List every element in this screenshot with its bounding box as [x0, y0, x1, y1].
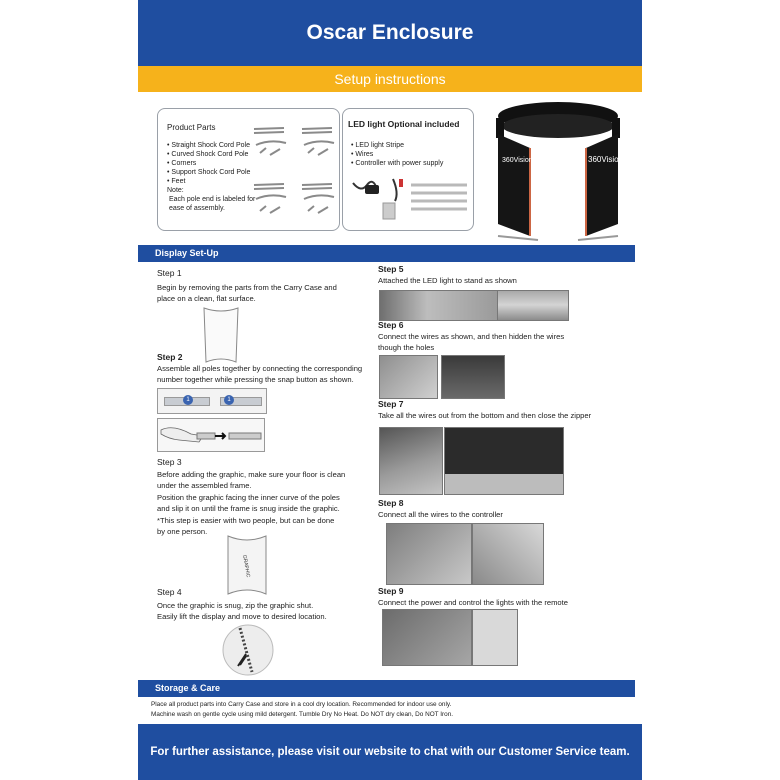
parts-list: [167, 141, 262, 213]
step6-text: Connect the wires as shown, and then hidden the wires though the holes: [378, 332, 565, 352]
led-heading: LED light Optional included: [348, 119, 460, 129]
note-label: Note:: [167, 187, 184, 194]
step1-title: Step 1: [157, 268, 182, 278]
step5-photo: [379, 290, 499, 321]
foot-icon: [260, 206, 280, 213]
curved-pole-icon: [256, 141, 286, 145]
step5-text: Attached the LED light to stand as shown: [378, 276, 517, 285]
storage-care-bar: Storage & Care: [138, 680, 635, 697]
led-items: [351, 141, 443, 168]
enclosure-label-left: 360Vision: [502, 157, 533, 164]
step7-photo: [444, 427, 564, 495]
step5-photo: [497, 290, 569, 321]
carry-case-illustration: [200, 306, 242, 364]
step7-text: Take all the wires out from the bottom and then close the zipper: [378, 411, 592, 420]
step7-title: Step 7: [378, 399, 404, 409]
step5-title: Step 5: [378, 264, 404, 274]
snap-button-image: [157, 418, 265, 452]
note-line: Each pole end is labeled for: [169, 196, 256, 203]
list-item: • Support Shock Cord Pole: [167, 169, 251, 176]
pole-label-badge: 1: [183, 395, 193, 405]
enclosure-label-right: 360Visio: [588, 155, 619, 164]
pole-connect-image: [157, 388, 267, 414]
note-line: ease of assembly.: [169, 205, 225, 212]
page-subtitle: Setup instructions: [138, 66, 642, 92]
step6-photo: [441, 355, 505, 399]
list-item: • LED light Stripe: [351, 142, 405, 149]
storage-text: Place all product parts into Carry Case and store in a cool dry location. Recommended for indoor use only. Machine wash on gentle cycle using mild detergent. Tumble Dry No Heat. Do NOT dry clean, Do NOT Iron.: [151, 701, 454, 718]
straight-pole-icon: [254, 128, 284, 129]
led-strip-icon: [411, 185, 467, 209]
step3-title: Step 3: [157, 457, 182, 467]
step6-title: Step 6: [378, 320, 404, 330]
step8-title: Step 8: [378, 498, 404, 508]
display-setup-bar: Display Set-Up: [138, 245, 635, 262]
product-parts-heading: Product Parts: [167, 123, 216, 132]
led-light-box: [342, 108, 474, 231]
step4-text: Once the graphic is snug, zip the graphic shut. Easily lift the display and move to desired location.: [157, 601, 327, 621]
corner-icon: [260, 148, 280, 155]
step6-photo: [379, 355, 438, 399]
enclosure-illustration: [488, 96, 628, 246]
list-item: • Curved Shock Cord Pole: [167, 151, 249, 158]
step8-photo: [386, 523, 472, 585]
product-parts-box: [157, 108, 340, 231]
step3-text: Before adding the graphic, make sure your floor is clean under the assembled frame. Position the graphic facing the inner curve of the poles and slip it on until the frame is snug inside the graphic. *This step is easier with two people, but can be done by one person.: [157, 470, 346, 536]
pole-label-badge: 1: [224, 395, 234, 405]
connector-icon: [399, 179, 403, 187]
step9-text: Connect the power and control the lights with the remote: [378, 598, 568, 607]
led-kit-illustration: [349, 173, 469, 225]
step1-text: Begin by removing the parts from the Carry Case and place on a clean, flat surface.: [157, 283, 337, 303]
remote-icon: [383, 203, 395, 219]
page-title: Oscar Enclosure: [138, 0, 642, 66]
footer-banner: For further assistance, please visit our website to chat with our Customer Service team.: [138, 724, 642, 780]
graphic-fabric-illustration: [224, 532, 270, 598]
step8-text: Connect all the wires to the controller: [378, 510, 503, 519]
list-item: • Controller with power supply: [351, 160, 444, 167]
list-item: • Corners: [167, 160, 197, 167]
step7-photo: [379, 427, 443, 495]
step9-photo: [382, 609, 472, 666]
step9-title: Step 9: [378, 586, 404, 596]
zipper-illustration: [222, 624, 274, 676]
parts-illustration: [250, 123, 336, 223]
step2-title: Step 2: [157, 352, 183, 362]
list-item: • Straight Shock Cord Pole: [167, 142, 251, 149]
graphic-label: GRAPHIC: [241, 554, 251, 578]
step2-text: Assemble all poles together by connecting the corresponding number together while pressing the snap button as shown.: [157, 364, 363, 384]
step9-photo: [472, 609, 518, 666]
step8-photo: [472, 523, 544, 585]
power-supply-icon: [365, 185, 379, 194]
list-item: • Feet: [167, 178, 186, 185]
support-pole-icon: [254, 184, 284, 185]
step4-title: Step 4: [157, 587, 182, 597]
list-item: • Wires: [351, 151, 374, 158]
